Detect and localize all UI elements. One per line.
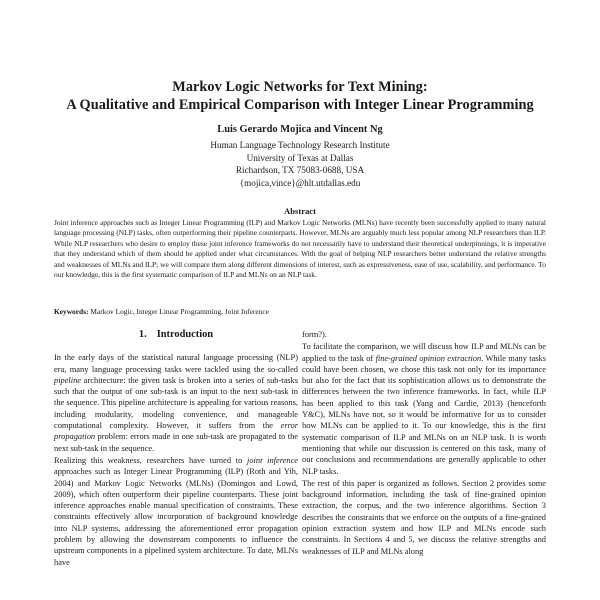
emphasis: fine-grained opinion extraction	[375, 353, 482, 363]
affiliation-line: Human Language Technology Research Institute	[210, 140, 390, 150]
text-run: To facilitate the comparison, we will discuss how ILP and MLNs can be applied to the task of	[302, 342, 546, 363]
section-number: 1.	[138, 329, 147, 340]
section-heading	[54, 329, 298, 340]
title-line-2: A Qualitative and Empirical Comparison with Integer Linear Programming	[66, 97, 534, 113]
emphasis: joint inference	[247, 455, 299, 465]
keywords-text: Markov Logic, Integer Linear Programming, Joint Inference	[88, 307, 269, 316]
affiliation-line: Richardson, TX 75083-0688, USA	[235, 165, 365, 176]
paragraph	[54, 455, 298, 568]
text-run: problem: errors made in one sub-task are propagated to the next sub-task in the sequence.	[54, 432, 298, 453]
affiliation-line: University of Texas at Dallas	[246, 152, 354, 163]
emphasis: pipeline	[54, 375, 81, 385]
text-run: In the early days of the statistical natural language processing (NLP) era, many language processing tasks were tackled using the so-called	[54, 353, 298, 374]
paper-title	[0, 78, 600, 114]
text-run: architecture: the given task is broken into a series of sub-tasks such that the output of one sub-task is an input to the next sub-task in the sequence. This pipeline architecture is appealing for various reasons, including modularity, modeling convenience, and manageable computational complexity. However, it suffers from the	[54, 375, 298, 431]
text-run: . While many tasks could have been chosen, we chose this task not only for its importance but also for the fact that its sophistication allows us to demonstrate the differences between the two inference frameworks. In fact, while ILP has been applied to this task (Yang and Cardie, 2013) (henceforth Y&C), MLNs have not, so it would be informative for us to consider how MLNs can be applied to it. To our knowledge, this is the first systematic comparison of ILP and MLNs on an NLP task. It is worth mentioning that while our discussion is centered on this task, many of our conclusions and recommendations are generally applicable to other NLP tasks.	[302, 353, 547, 476]
section-title: Introduction	[156, 329, 214, 340]
left-column	[54, 327, 298, 569]
abstract-text: Joint inference approaches such as Integer Linear Programming (ILP) and Markov Logic Networks (MLNs) have recently been successfully applied to many natural language processing (NLP) tasks, often outperforming their pipeline counterparts. However, MLNs are arguably much less popular among NLP researchers than ILP. While NLP researchers who desire to employ these joint inference frameworks do not necessarily have to understand their theoretical underpinnings, it is imperative that they understand which of them should be applied under what circumstances. With the goal of helping NLP researchers better understand the relative strengths and weaknesses of MLNs and ILP; we will compare them along different dimensions of interest, such as expressiveness, ease of use, scalability, and performance. To our knowledge, this is the first systematic comparison of ILP and MLNs on an NLP task.	[54, 218, 546, 280]
right-column	[302, 329, 546, 558]
emphasis: error propagation	[54, 421, 298, 442]
authors: Luis Gerardo Mojica and Vincent Ng	[217, 124, 383, 135]
author-email: {mojica,vince}@hlt.utdallas.edu	[239, 177, 361, 188]
paragraph	[54, 352, 298, 454]
paragraph	[302, 341, 546, 477]
abstract-heading: Abstract	[284, 206, 316, 216]
title-line-1: Markov Logic Networks for Text Mining:	[172, 79, 428, 95]
paragraph: form?).	[302, 330, 327, 339]
keywords	[54, 307, 546, 317]
text-run: approaches such as Integer Linear Programming (ILP) (Roth and Yih, 2004) and Markov Logic Networks (MLNs) (Domingos and Lowd, 2009), which often outperform their pipeline counterparts. These joint inference approaches enable manual specification of constraints. These constraints effectively allow incorporation of background knowledge into NLP systems, addressing the aforementioned error propagation problem by allowing the downstream components to influence the upstream components in a pipelined system architecture. To date, MLNs have	[54, 467, 298, 567]
text-run: Realizing this weakness, researchers have turned to	[54, 455, 248, 465]
affiliation	[0, 139, 600, 189]
keywords-label: Keywords:	[54, 307, 89, 316]
paragraph: The rest of this paper is organized as follows. Section 2 provides some background information, including the task of fine-grained opinion extraction, the corpus, and the two inference algorithms. Section 3 describes the constraints that we enforce on the outputs of a fine-grained opinion extraction system and how ILP and MLNs encode such constraints. In Sections 4 and 5, we discuss the relative strengths and weaknesses of ILP and MLNs along	[302, 478, 546, 556]
